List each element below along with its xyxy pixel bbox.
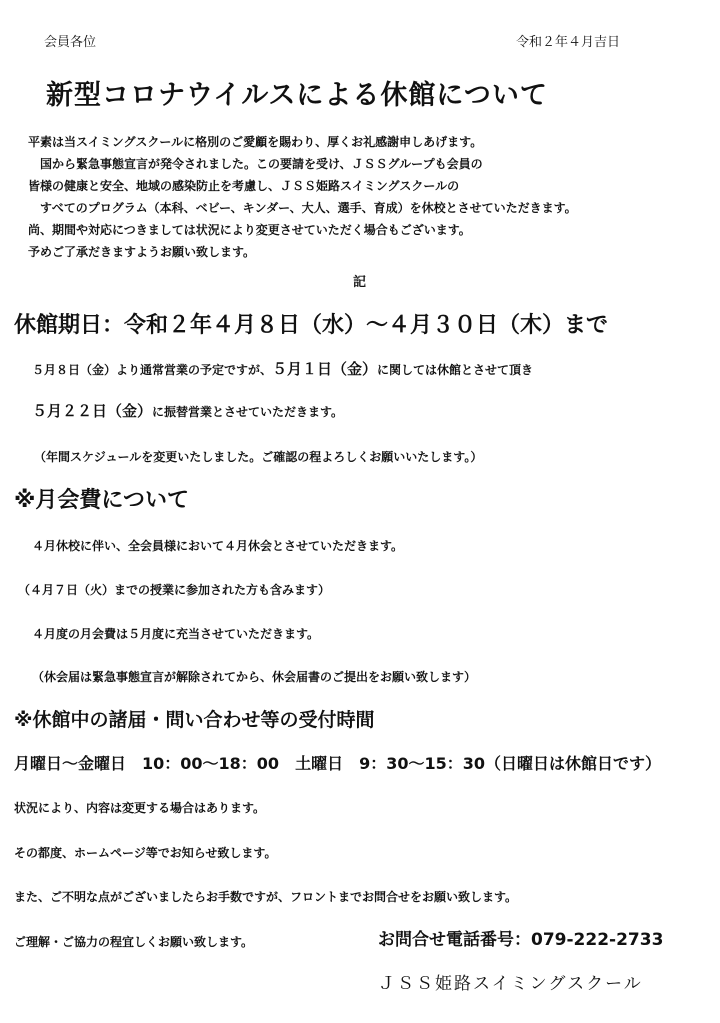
closure-may22: ５月２２日（金） <box>32 402 153 420</box>
closure-heading: 休館期日：令和２年４月８日（水）～４月３０日（木）まで <box>14 313 609 338</box>
hours-schedule: 月曜日～金曜日 10：00～18：00 土曜日 9：30～15：30（日曜日は休館日です） <box>14 754 661 773</box>
note-4: ご理解・ご協力の程宜しくお願い致します。 <box>14 935 254 949</box>
fee-line-1: ４月休校に伴い、全会員様において４月休会とさせていただきます。 <box>32 539 404 553</box>
intro-line-6: 予めご了承だきますようお願い致します。 <box>28 245 256 259</box>
intro-line-4: すべてのプログラム（本科、ベビー、キンダー、大人、選手、育成）を休校とさせていただきます。 <box>40 201 577 215</box>
closure-line-1-c: に関しては休館とさせて頂き <box>377 363 534 377</box>
closure-line-2 <box>32 404 343 419</box>
fee-line-3: ４月度の月会費は５月度に充当させていただきます。 <box>32 627 320 641</box>
school-name: ＪＳＳ姫路スイミングスクール <box>378 974 643 994</box>
page-title: 新型コロナウイルスによる休館について <box>46 80 548 111</box>
closure-line-1 <box>32 362 533 377</box>
intro-line-1: 平素は当スイミングスクールに格別のご愛顧を賜わり、厚くお礼感謝申しあげます。 <box>28 135 483 149</box>
recipient: 会員各位 <box>44 35 97 50</box>
closure-line-2-b: に振替営業とさせていただきます。 <box>152 405 344 419</box>
fee-heading: ※月会費について <box>14 488 189 513</box>
contact-phone: お問合せ電話番号：079-222-2733 <box>378 930 664 950</box>
issue-date: 令和２年４月吉日 <box>516 35 621 50</box>
intro-line-5: 尚、期間や対応につきましては状況により変更させていただく場合もございます。 <box>28 223 471 237</box>
intro-line-2: 国から緊急事態宣言が発令されました。この要請を受け、ＪＳＳグループも会員の <box>40 157 483 171</box>
closure-line-1-a: ５月８日（金）より通常営業の予定ですが、 <box>32 363 273 377</box>
intro-line-3: 皆様の健康と安全、地域の感染防止を考慮し、ＪＳＳ姫路スイミングスクールの <box>28 179 460 193</box>
ki-label: 記 <box>353 275 367 290</box>
note-3: また、ご不明な点がございましたらお手数ですが、フロントまでお問合せをお願い致します。 <box>14 890 518 904</box>
fee-line-2: （４月７日（火）までの授業に参加された方も含みます） <box>18 583 331 597</box>
hours-heading: ※休館中の諸届・問い合わせ等の受付時間 <box>14 709 375 731</box>
fee-line-4: （休会届は緊急事態宣言が解除されてから、休会届書のご提出をお願い致します） <box>32 670 477 684</box>
note-2: その都度、ホームページ等でお知らせ致します。 <box>14 846 277 860</box>
note-1: 状況により、内容は変更する場合はあります。 <box>14 801 266 815</box>
closure-may1: ５月１日（金） <box>272 360 378 378</box>
closure-note: （年間スケジュールを変更いたしました。ご確認の程よろしくお願いいたします。） <box>34 450 483 464</box>
